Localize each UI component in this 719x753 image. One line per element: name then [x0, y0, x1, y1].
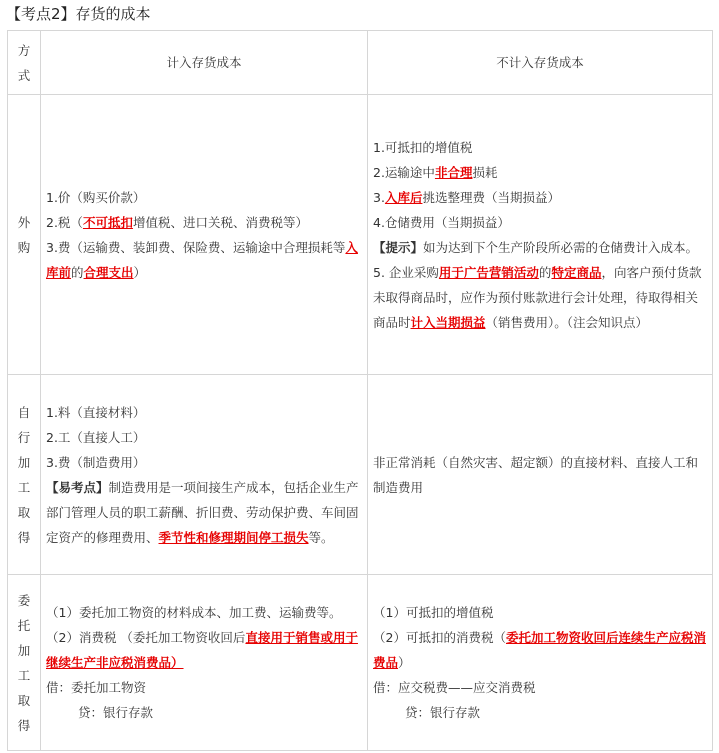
outsourced-included-line1: （1）委托加工物资的材料成本、加工费、运输费等。: [46, 605, 342, 620]
purchase-excluded-tip: 【提示】如为达到下个生产阶段所必需的仓储费计入成本。: [373, 239, 699, 255]
table-row-outsourced: [8, 575, 713, 751]
header-included: 计入存货成本: [41, 31, 368, 95]
highlight-text: 委托加工物资收回后连续生产应税消费品: [373, 630, 706, 670]
self-made-excluded-cell: [368, 375, 713, 575]
table-header-row: [8, 31, 713, 95]
outsourced-excluded-debit: 借：应交税费——应交消费税: [373, 680, 536, 695]
outsourced-excluded-line2: （2）可抵扣的消费税（委托加工物资收回后连续生产应税消费品）: [373, 630, 706, 670]
table-row-self-made: [8, 375, 713, 575]
outsourced-excluded-credit: 贷：银行存款: [405, 705, 481, 720]
outsourced-included-cell: [41, 575, 368, 751]
purchase-excluded-line4: 4.仓储费用（当期损益）: [373, 214, 510, 230]
highlight-text: 特定商品: [551, 264, 602, 280]
method-self-made: 自行加工取得: [8, 375, 41, 575]
purchase-included-cell: [41, 95, 368, 375]
self-made-included-line3: 3.费（制造费用）: [46, 454, 146, 470]
purchase-excluded-line3: 3.入库后挑选整理费（当期损益）: [373, 189, 560, 205]
purchase-excluded-line1: 1.可抵扣的增值税: [373, 139, 473, 155]
outsourced-excluded-cell: [368, 575, 713, 751]
self-made-included-line2: 2.工（直接人工）: [46, 429, 146, 445]
outsourced-included-debit: 借：委托加工物资: [46, 680, 147, 695]
self-made-included-cell: [41, 375, 368, 575]
self-made-included-line1: 1.料（直接材料）: [46, 404, 146, 420]
header-method: 方式: [8, 31, 41, 95]
method-outsourced: 委托加工取得: [8, 575, 41, 751]
highlight-text: 季节性和修理期间停工损失: [158, 529, 309, 545]
highlight-text: 入库前: [46, 239, 358, 280]
inventory-cost-table: [7, 30, 713, 751]
highlight-text: 非合理: [434, 164, 473, 180]
purchase-included-line1: 1.价（购买价款）: [46, 189, 146, 205]
self-made-included-key: 【易考点】制造费用是一项间接生产成本，包括企业生产部门管理人员的职工薪酬、折旧费、劳动保护费、车间固定资产的修理费用、季节性和修理期间停工损失等。: [46, 479, 359, 545]
highlight-text: 计入当期损益: [410, 314, 486, 330]
outsourced-included-line2: （2）消费税 （委托加工物资收回后直接用于销售或用于继续生产非应税消费品）: [46, 630, 358, 670]
purchase-included-line3: 3.费（运输费、装卸费、保险费、运输途中合理损耗等入库前的合理支出）: [46, 239, 358, 280]
purchase-excluded-line2: 2.运输途中非合理损耗: [373, 164, 498, 180]
outsourced-included-credit: 贷：银行存款: [78, 705, 154, 720]
highlight-text: 合理支出: [83, 264, 134, 280]
self-made-excluded-text: 非正常消耗（自然灾害、超定额）的直接材料、直接人工和制造费用: [373, 454, 699, 495]
purchase-excluded-cell: [368, 95, 713, 375]
purchase-included-line2: 2.税（不可抵扣增值税、进口关税、消费税等）: [46, 214, 308, 230]
outsourced-excluded-line1: （1）可抵扣的增值税: [373, 605, 494, 620]
highlight-text: 不可抵扣: [82, 214, 133, 230]
highlight-text: 入库后: [384, 189, 423, 205]
page-title: 【考点2】存货的成本: [6, 5, 151, 23]
highlight-text: 直接用于销售或用于继续生产非应税消费品）: [46, 630, 358, 670]
table-row-purchase: [8, 95, 713, 375]
highlight-text: 用于广告营销活动: [438, 264, 539, 280]
method-purchase: 外购: [8, 95, 41, 375]
header-excluded: 不计入存货成本: [368, 31, 713, 95]
purchase-excluded-line5: 5. 企业采购用于广告营销活动的特定商品，向客户预付货款未取得商品时，应作为预付账款进行会计处理，待取得相关商品时计入当期损益（销售费用）。（注会知识点）: [373, 264, 702, 330]
